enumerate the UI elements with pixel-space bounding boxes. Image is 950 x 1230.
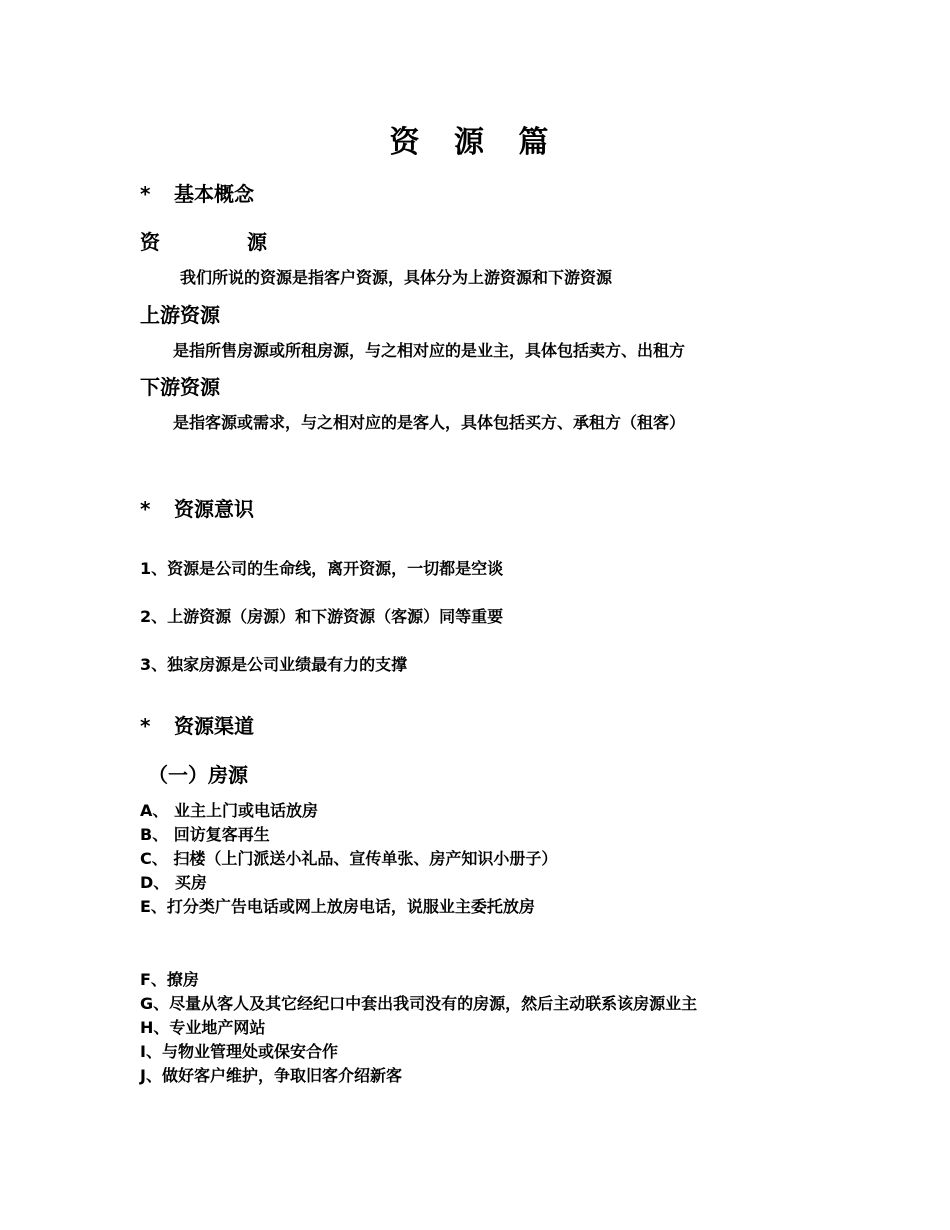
document-title: 资 源 篇 [389, 125, 561, 160]
section-title: 资源渠道 [174, 714, 254, 738]
bullet-star: * [140, 714, 151, 738]
definition-downstream: 是指客源或需求，与之相对应的是客人，具体包括买方、承租方（租客） [173, 413, 686, 432]
list-item: B、 回访复客再生 [140, 825, 270, 844]
list-item: H、专业地产网站 [140, 1018, 266, 1037]
term-downstream: 下游资源 [140, 375, 220, 399]
section-heading-channels [140, 716, 254, 736]
list-item: E、打分类广告电话或网上放房电话，说服业主委托放房 [140, 897, 535, 916]
list-item: 3、独家房源是公司业绩最有力的支撑 [140, 655, 408, 674]
list-item: C、 扫楼（上门派送小礼品、宣传单张、房产知识小册子） [140, 849, 558, 868]
bullet-star: * [140, 182, 151, 206]
list-item: D、 买房 [140, 873, 207, 892]
list-item: 1、资源是公司的生命线，离开资源，一切都是空谈 [140, 559, 504, 578]
list-item: J、做好客户维护，争取旧客介绍新客 [140, 1066, 402, 1085]
list-item: F、撩房 [140, 970, 199, 989]
term-resource: 资 源 [140, 230, 307, 254]
list-item: I、与物业管理处或保安合作 [140, 1042, 338, 1061]
list-item: A、 业主上门或电话放房 [140, 801, 318, 820]
bullet-star: * [140, 497, 151, 521]
definition-resource: 我们所说的资源是指客户资源，具体分为上游资源和下游资源 [180, 268, 613, 287]
section-heading-awareness [140, 499, 254, 519]
list-item: 2、上游资源（房源）和下游资源（客源）同等重要 [140, 607, 504, 626]
section-title: 基本概念 [174, 182, 254, 206]
list-item: G、尽量从客人及其它经纪口中套出我司没有的房源，然后主动联系该房源业主 [140, 994, 698, 1013]
section-heading-basic-concepts [140, 184, 254, 204]
section-title: 资源意识 [174, 497, 254, 521]
definition-upstream: 是指所售房源或所租房源，与之相对应的是业主，具体包括卖方、出租方 [173, 341, 686, 360]
sub-heading-housing-source: （一）房源 [148, 763, 248, 787]
term-upstream: 上游资源 [140, 303, 220, 327]
